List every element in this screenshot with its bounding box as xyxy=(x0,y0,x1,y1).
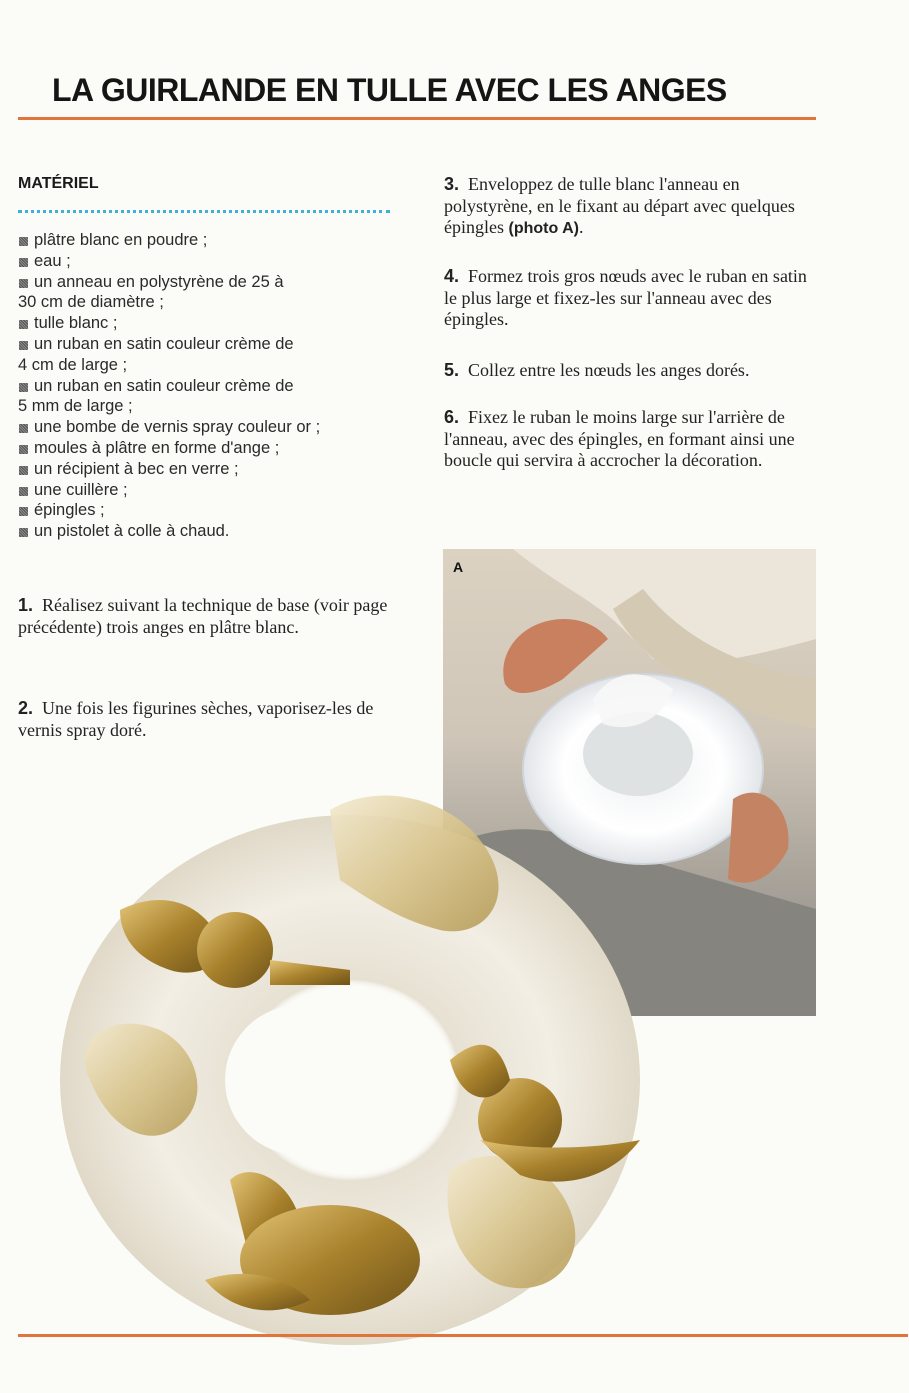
materials-list xyxy=(18,230,398,542)
materials-heading: MATÉRIEL xyxy=(18,175,99,192)
item-text: un ruban en satin couleur crème de xyxy=(34,334,294,353)
item-text-continued: 30 cm de diamètre ; xyxy=(18,293,164,312)
item-text: un anneau en polystyrène de 25 à xyxy=(34,272,284,291)
square-bullet-icon xyxy=(19,487,28,496)
step-1 xyxy=(18,595,396,638)
square-bullet-icon xyxy=(19,237,28,246)
photo-reference: (photo A) xyxy=(508,220,579,237)
step-number: 6. xyxy=(444,407,460,427)
dotted-divider xyxy=(18,210,390,213)
step-4 xyxy=(444,266,819,331)
step-3 xyxy=(444,174,819,240)
square-bullet-icon xyxy=(19,507,28,516)
list-item xyxy=(18,417,398,438)
step-number: 3. xyxy=(444,174,460,194)
square-bullet-icon xyxy=(19,341,28,350)
square-bullet-icon xyxy=(19,279,28,288)
list-item xyxy=(18,459,398,480)
bottom-divider xyxy=(18,1334,908,1337)
item-text: épingles ; xyxy=(34,501,105,520)
item-text: plâtre blanc en poudre ; xyxy=(34,231,208,249)
list-item xyxy=(18,438,398,459)
square-bullet-icon xyxy=(19,258,28,267)
step-text: Fixez le ruban le moins large sur l'arrière de l'anneau, avec des épingles, en formant ainsi une boucle qui servira à accrocher la décoration. xyxy=(444,407,795,470)
list-item xyxy=(18,313,398,334)
item-text: eau ; xyxy=(34,251,71,270)
list-item xyxy=(18,500,398,521)
square-bullet-icon xyxy=(19,445,28,454)
item-text: moules à plâtre en forme d'ange ; xyxy=(34,438,280,457)
step-number: 2. xyxy=(18,698,34,718)
list-item xyxy=(18,480,398,501)
step-end: . xyxy=(578,217,584,237)
square-bullet-icon xyxy=(19,466,28,475)
square-bullet-icon xyxy=(19,528,28,537)
wreath-photo xyxy=(50,780,650,1350)
step-text: Formez trois gros nœuds avec le ruban en satin le plus large et fixez-les sur l'anneau avec des épingles. xyxy=(444,266,807,329)
step-number: 5. xyxy=(444,360,460,380)
item-text: une cuillère ; xyxy=(34,480,128,499)
list-item xyxy=(18,230,398,251)
step-number: 1. xyxy=(18,595,34,615)
list-item xyxy=(18,251,398,272)
list-item xyxy=(18,521,398,542)
step-text: Réalisez suivant la technique de base (voir page précédente) trois anges en plâtre blanc. xyxy=(18,595,388,637)
item-text-continued: 5 mm de large ; xyxy=(18,397,133,416)
item-text: tulle blanc ; xyxy=(34,314,118,333)
square-bullet-icon xyxy=(19,383,28,392)
item-text: un pistolet à colle à chaud. xyxy=(34,522,230,541)
step-text: Une fois les figurines sèches, vaporisez-les de vernis spray doré. xyxy=(18,698,374,740)
step-6 xyxy=(444,407,819,472)
item-text: un récipient à bec en verre ; xyxy=(34,459,239,478)
list-item xyxy=(18,334,398,376)
photo-label: A xyxy=(453,559,464,575)
list-item xyxy=(18,376,398,418)
step-number: 4. xyxy=(444,266,460,286)
item-text: une bombe de vernis spray couleur or ; xyxy=(34,418,321,437)
step-text: Enveloppez de tulle blanc l'anneau en polystyrène, en le fixant au départ avec quelques épingles xyxy=(444,174,795,237)
step-2 xyxy=(18,698,396,741)
page-title: LA GUIRLANDE EN TULLE AVEC LES ANGES xyxy=(52,72,727,108)
step-text: Collez entre les nœuds les anges dorés. xyxy=(468,360,750,380)
square-bullet-icon xyxy=(19,424,28,433)
item-text: un ruban en satin couleur crème de xyxy=(34,376,294,395)
title-divider xyxy=(18,117,816,120)
list-item xyxy=(18,272,398,314)
item-text-continued: 4 cm de large ; xyxy=(18,355,128,374)
step-5 xyxy=(444,360,819,382)
square-bullet-icon xyxy=(19,320,28,329)
